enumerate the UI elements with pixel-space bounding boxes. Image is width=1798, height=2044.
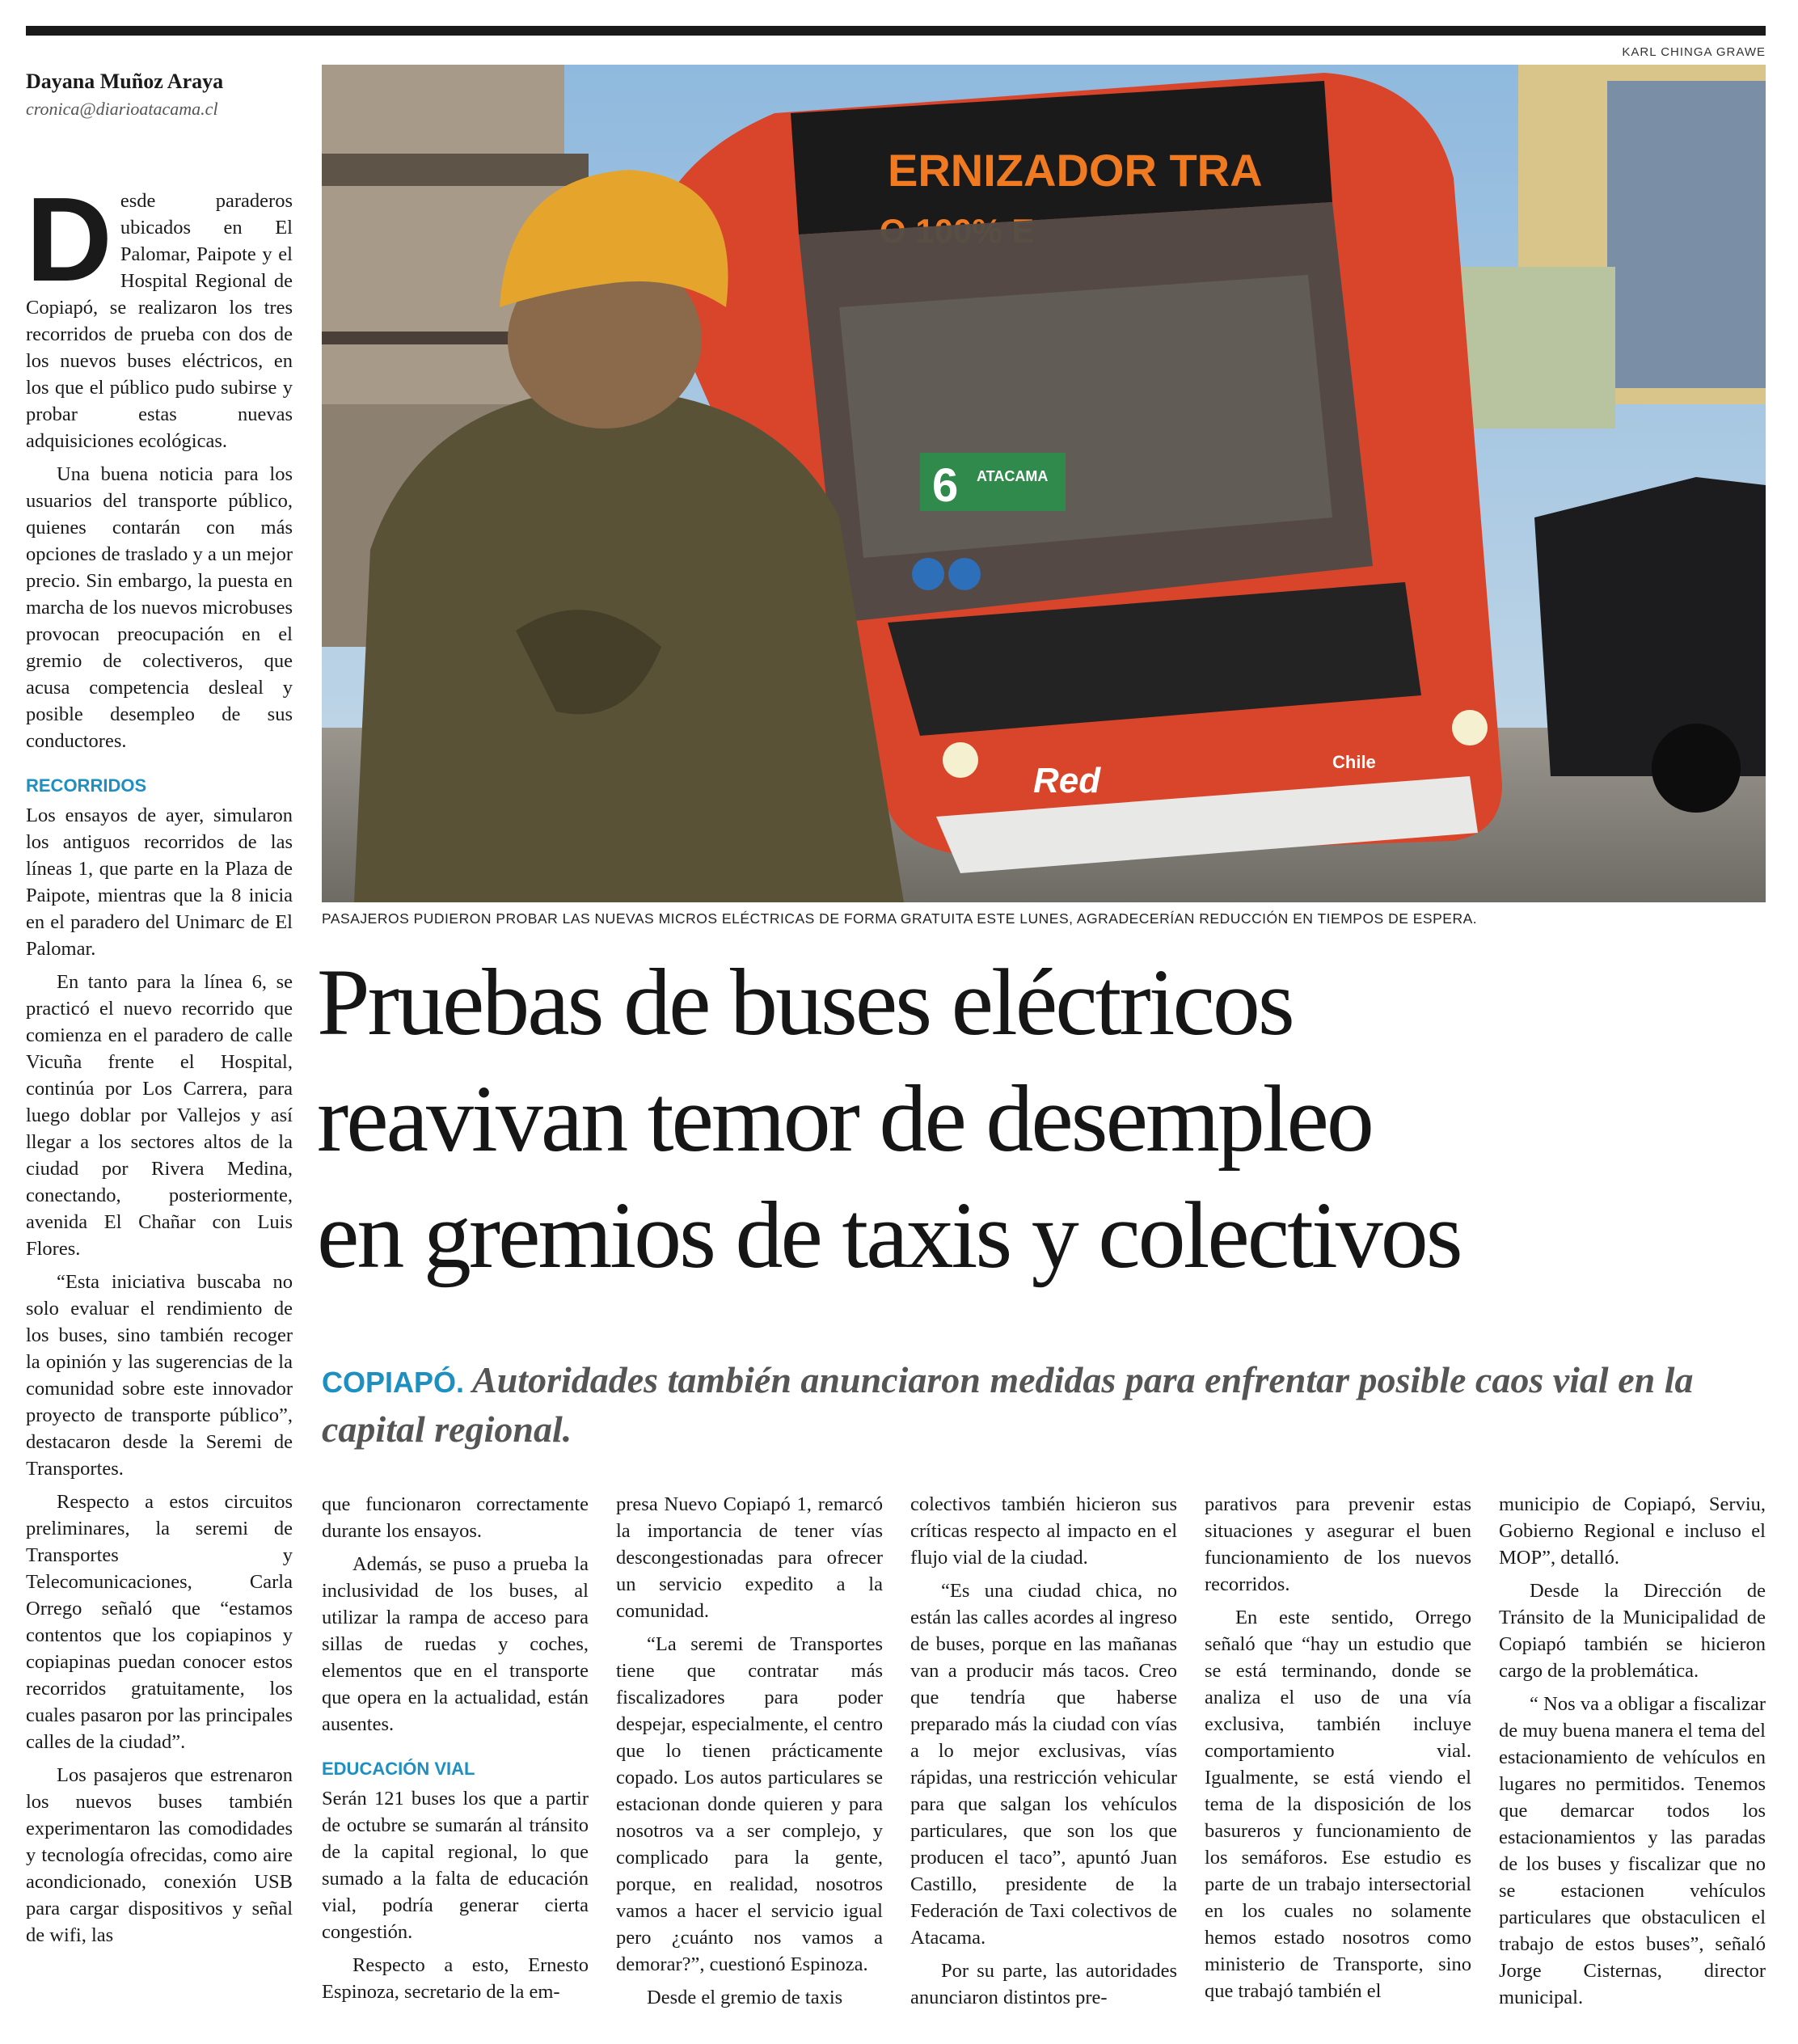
drop-cap: D	[26, 173, 112, 306]
headlight	[943, 742, 978, 778]
deck	[322, 1357, 1766, 1453]
paragraph: Respecto a estos circuitos preliminares, la seremi de Transportes y Telecomunicaciones, Carla Orrego señaló que “estamos contentos que los copiapinos y copiapinas puedan conocer estos recorridos gratuitamente, los cuales pasaron por las principales calles de la ciudad”.	[26, 1491, 293, 1753]
paragraph: En tanto para la línea 6, se practicó el nuevo recorrido que comienza en el paradero de calle Vicuña frente el Hospital, continúa por Los Carrera, para luego doblar por Vallejos y así llegar a los sectores altos de la ciudad por Rivera Medina, conectando, posteriormente, avenida El Chañar con Luis Flores.	[26, 971, 293, 1260]
paragraph: Desde el gremio de taxis	[647, 1987, 843, 2008]
article-column-4	[910, 1491, 1177, 2017]
paragraph: Desde la Dirección de Tránsito de la Municipalidad de Copiapó también se hicieron cargo de la problemática.	[1499, 1580, 1766, 1682]
paragraph: Una buena noticia para los usuarios del transporte público, quienes contarán con más opciones de traslado y a un mejor precio. Sin embargo, la puesta en marcha de los nuevos microbuses provocan preocupación en el gremio de colectiveros, que acusa competencia desleal y posible desempleo de sus conductores.	[26, 463, 293, 752]
paragraph: “Esta iniciativa buscaba no solo evaluar el rendimiento de los buses, sino también recoger la opinión y las sugerencias de la comunidad sobre este innovador proyecto de transporte público”, destacaron desde la Seremi de Transportes.	[26, 1271, 293, 1480]
article-column-1	[26, 173, 293, 1955]
paragraph: parativos para prevenir estas situaciones y asegurar el buen funcionamiento de los nuevos recorridos.	[1205, 1493, 1471, 1595]
article-column-2	[322, 1491, 589, 2012]
paragraph: “La seremi de Transportes tiene que contratar más fiscalizadores para poder despejar, especialmente, el centro que lo tienen prácticamente copado. Los autos particulares se estacionan donde quieren y para nosotros va a ser complejo, y complicado para la gente, porque, en realidad, nosotros vamos a hacer el servicio igual pero ¿cuánto nos vamos a demorar?”, cuestionó Espinoza.	[616, 1633, 883, 1975]
paragraph: En este sentido, Orrego señaló que “hay un estudio que se está terminando, donde se analiza el uso de una vía exclusiva, también incluye comportamiento vial. Igualmente, se está viendo el tema de la disposición de los basureros y funcionamiento de los semáforos. Ese estudio es parte de un trabajo intersectorial en los cuales no solamente hemos estado nosotros como ministerio de Transporte, sino que trabajó también el	[1205, 1607, 1471, 2002]
author-name: Dayana Muñoz Araya	[26, 70, 224, 93]
paragraph: Desde paraderos ubicados en El Palomar, Paipote y el Hospital Regional de Copiapó, se realizaron los tres recorridos de prueba con dos de los nuevos buses eléctricos, en los que el público pudo subirse y probar estas nuevas adquisiciones ecológicas.	[26, 173, 293, 452]
black-car	[1534, 477, 1766, 776]
headline-line-3: en gremios de taxis y colectivos	[317, 1182, 1461, 1288]
article-column-3	[616, 1491, 883, 2017]
headlight	[1452, 710, 1488, 745]
headline-line-2: reavivan temor de desempleo	[317, 1066, 1372, 1172]
paragraph: que funcionaron correctamente durante los ensayos.	[322, 1493, 589, 1542]
deck-text: Autoridades también anunciaron medidas para enfrentar posible caos vial en la capital regional.	[322, 1359, 1694, 1450]
headline-line-1: Pruebas de buses eléctricos	[317, 949, 1293, 1055]
news-photo	[322, 65, 1766, 902]
photo-credit: KARL CHINGA GRAWE	[1622, 45, 1766, 59]
headline	[317, 944, 1780, 1294]
bus-brand: Red	[1033, 761, 1101, 800]
paragraph: municipio de Copiapó, Serviu, Gobierno Regional e incluso el MOP”, detalló.	[1499, 1493, 1766, 1569]
byline	[26, 70, 293, 120]
photo-caption: PASAJEROS PUDIERON PROBAR LAS NUEVAS MICROS ELÉCTRICAS DE FORMA GRATUITA ESTE LUNES, AGRADECERÍAN REDUCCIÓN EN TIEMPOS DE ESPERA.	[322, 910, 1478, 927]
top-rule	[26, 26, 1766, 36]
wheelchair-icon	[912, 558, 944, 590]
route-number: 6	[932, 459, 959, 512]
route-destination: ATACAMA	[977, 468, 1049, 484]
paragraph: Los pasajeros que estrenaron los nuevos buses también experimentaron las comodidades y tecnología ofrecidas, como aire acondicionado, conexión USB para cargar dispositivos y señal de wifi, las	[26, 1764, 293, 1946]
article-column-6	[1499, 1491, 1766, 2017]
article-column-5	[1205, 1491, 1471, 2011]
deck-kicker: COPIAPÓ.	[322, 1366, 465, 1399]
paragraph: “Es una ciudad chica, no están las calles acordes al ingreso de buses, porque en las mañanas van a producir más tacos. Creo que tendría que haberse preparado más la ciudad con vías a lo mejor exclusivas, vías rápidas, una restricción vehicular para que salgan los vehículos particulares, que son los que producen el taco”, apuntó Juan Castillo, presidente de la Federación de Taxi colectivos de Atacama.	[910, 1580, 1177, 1949]
paragraph: Serán 121 buses los que a partir de octubre se sumarán al tránsito de la capital regional, lo que sumado a la falta de educación vial, podría generar cierta congestión.	[322, 1788, 589, 1943]
paragraph: Además, se puso a prueba la inclusividad de los buses, al utilizar la rampa de acceso para sillas de ruedas y coches, elementos que en el transporte que opera en la actualidad, están ausentes.	[322, 1553, 589, 1735]
paragraph: presa Nuevo Copiapó 1, remarcó la importancia de tener vías descongestionadas para ofrecer un servicio expedito a la comunidad.	[616, 1493, 883, 1622]
pedestrian-icon	[948, 558, 981, 590]
bus-country: Chile	[1332, 752, 1376, 772]
paragraph: “ Nos va a obligar a fiscalizar de muy buena manera el tema del estacionamiento de vehículos en lugares no permitidos. Tenemos que demarcar todos los estacionamientos y las paradas de los buses y fiscalizar que no se estacionen vehículos particulares que obstaculicen el trabajo de estos buses”, señaló Jorge Cisternas, director municipal.	[1499, 1693, 1766, 2008]
subheading-educacion-vial: EDUCACIÓN VIAL	[322, 1759, 475, 1779]
glass-building	[1607, 81, 1766, 388]
author-email: cronica@diarioatacama.cl	[26, 99, 218, 119]
subheading-recorridos: RECORRIDOS	[26, 775, 147, 796]
paragraph: Respecto a esto, Ernesto Espinoza, secretario de la em-	[322, 1954, 589, 2003]
paragraph: colectivos también hicieron sus críticas respecto al impacto en el flujo vial de la ciudad.	[910, 1493, 1177, 1569]
sign-text: ERNIZADOR TRA	[888, 145, 1263, 196]
bus-photo-illustration	[322, 65, 1766, 902]
paragraph: Los ensayos de ayer, simularon los antiguos recorridos de las líneas 1, que parte en la Plaza de Paipote, mientras que la 8 inicia en el paradero del Unimarc de El Palomar.	[26, 805, 293, 960]
paragraph: Por su parte, las autoridades anunciaron distintos pre-	[910, 1960, 1177, 2008]
